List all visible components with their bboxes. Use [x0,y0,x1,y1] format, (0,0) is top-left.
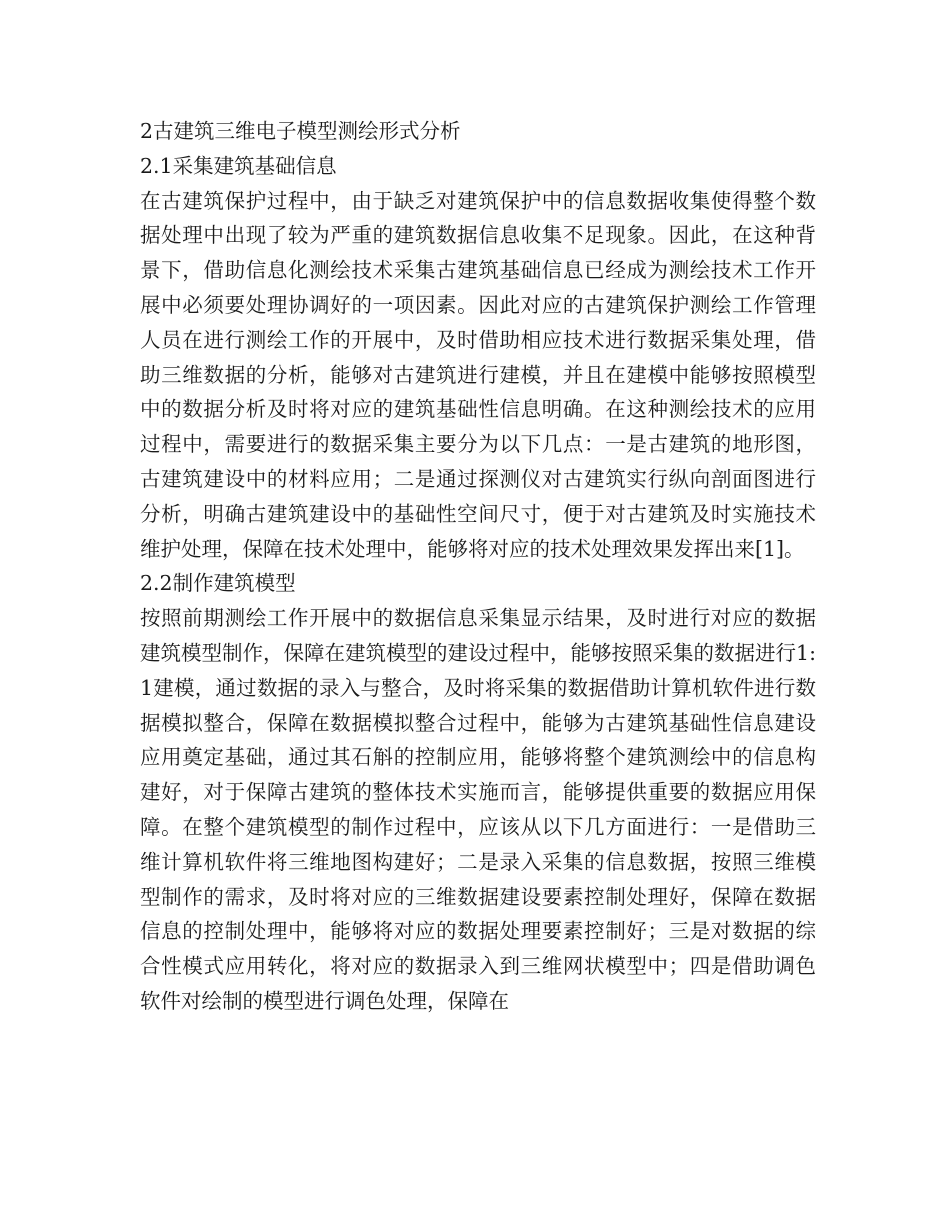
subsection-1-body: 在古建筑保护过程中，由于缺乏对建筑保护中的信息数据收集使得整个数据处理中出现了较为严重的建筑数据信息收集不足现象。因此，在这种背景下，借助信息化测绘技术采集古建筑基础信息已经成为测绘技术工作开展中必须要处理协调好的一项因素。因此对应的古建筑保护测绘工作管理人员在进行测绘工作的开展中，及时借助相应技术进行数据采集处理，借助三维数据的分析，能够对古建筑进行建模，并且在建模中能够按照模型中的数据分析及时将对应的建筑基础性信息明确。在这种测绘技术的应用过程中，需要进行的数据采集主要分为以下几点：一是古建筑的地形图，古建筑建设中的材料应用；二是通过探测仪对古建筑实行纵向剖面图进行分析，明确古建筑建设中的基础性空间尺寸，便于对古建筑及时实施技术维护处理，保障在技术处理中，能够将对应的技术处理效果发挥出来[1]。 [140,188,816,561]
section-title: 2古建筑三维电子模型测绘形式分析 [140,119,461,143]
subsection-1-title: 2.1采集建筑基础信息 [140,153,337,178]
subsection-2-title: 2.2制作建筑模型 [140,571,296,596]
document-page [140,114,816,1019]
subsection-2-body: 按照前期测绘工作开展中的数据信息采集显示结果，及时进行对应的数据建筑模型制作，保障在建筑模型的建设过程中，能够按照采集的数据进行1:1建模，通过数据的录入与整合，及时将采集的数据借助计算机软件进行数据模拟整合，保障在数据模拟整合过程中，能够为古建筑基础性信息建设应用奠定基础，通过其石斛的控制应用，能够将整个建筑测绘中的信息构建好，对于保障古建筑的整体技术实施而言，能够提供重要的数据应用保障。在整个建筑模型的制作过程中，应该从以下几方面进行：一是借助三维计算机软件将三维地图构建好；二是录入采集的信息数据，按照三维模型制作的需求，及时将对应的三维数据建设要素控制处理好，保障在数据信息的控制处理中，能够将对应的数据处理要素控制好；三是对数据的综合性模式应用转化，将对应的数据录入到三维网状模型中；四是借助调色软件对绘制的模型进行调色处理，保障在 [140,606,816,1013]
